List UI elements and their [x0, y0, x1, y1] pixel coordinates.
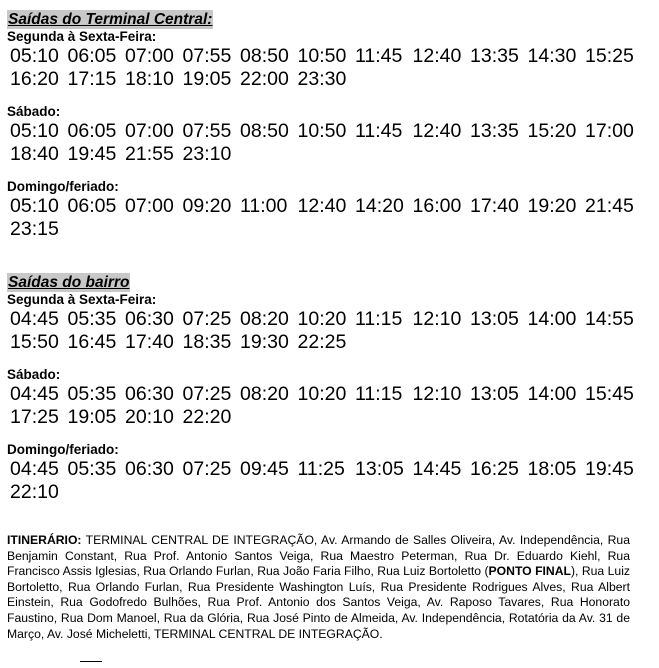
bairro-saturday-times — [10, 383, 646, 428]
departure-time: 08:50 — [240, 45, 289, 67]
departure-time: 08:50 — [240, 120, 289, 142]
departure-time: 20:10 — [125, 405, 174, 428]
departure-time: 17:40 — [125, 330, 174, 353]
departure-time: 05:10 — [10, 45, 59, 67]
bairro-saturday-group — [7, 367, 647, 428]
departure-time: 11:15 — [355, 383, 403, 405]
departure-time: 11:45 — [355, 120, 403, 142]
terminal-sunday-times — [10, 195, 646, 240]
bairro-sunday-label: Domingo/feriado: — [7, 442, 119, 457]
terminal-section-title: Saídas do Terminal Central: — [8, 11, 213, 28]
departure-time: 23:10 — [182, 142, 232, 165]
departure-time: 18:40 — [10, 142, 59, 165]
departure-time: 21:55 — [125, 142, 174, 165]
terminal-sunday-label: Domingo/feriado: — [7, 179, 119, 194]
departure-time: 07:25 — [182, 383, 232, 405]
departure-time: 05:35 — [67, 458, 117, 480]
departure-time: 16:25 — [470, 458, 519, 480]
departure-time: 17:00 — [585, 120, 634, 142]
departure-time: 09:45 — [240, 458, 289, 480]
itinerary-label: ITINERÁRIO: — [7, 533, 82, 547]
departure-time: 15:25 — [585, 45, 634, 67]
departure-time: 13:35 — [470, 45, 519, 67]
departure-time: 13:05 — [470, 308, 519, 330]
departure-time: 18:05 — [527, 458, 577, 480]
departure-time: 05:35 — [67, 308, 117, 330]
departure-time: 05:35 — [67, 383, 117, 405]
departure-time: 10:50 — [297, 45, 347, 67]
departure-time: 22:20 — [182, 405, 232, 428]
bairro-weekday-group — [7, 292, 647, 353]
departure-time: 05:10 — [10, 120, 59, 142]
departure-time: 23:15 — [10, 217, 59, 240]
departure-time: 10:20 — [297, 308, 347, 330]
departure-time: 12:10 — [412, 308, 462, 330]
departure-time: 19:05 — [67, 405, 117, 428]
departure-time: 06:05 — [67, 120, 117, 142]
departure-time: 05:10 — [10, 195, 59, 217]
itinerary-route-part1: TERMINAL CENTRAL DE INTEGRAÇÃO, Av. Armando de Salles Oliveira, Av. Independência, Rua Benjamin Constant, Rua Prof. Antonio Santos Veiga, Rua Maestro Peterman, Rua Dr. Eduardo Kiehl, Rua Francisco Assis Iglesias, Rua Orlando Furlan, Rua João Faria Filho, Rua Luiz Bortoletto ( — [7, 533, 630, 579]
terminal-sunday-group — [7, 179, 647, 240]
departure-time: 17:40 — [470, 195, 519, 217]
departure-time: 14:30 — [527, 45, 577, 67]
departure-time: 16:45 — [67, 330, 117, 353]
departure-time: 07:00 — [125, 120, 174, 142]
departure-time: 22:25 — [297, 330, 347, 353]
departure-time: 07:25 — [182, 308, 232, 330]
departure-time: 06:05 — [67, 45, 117, 67]
bairro-section-title: Saídas do bairro — [8, 274, 130, 291]
departure-time: 18:10 — [125, 67, 174, 90]
departure-time: 06:30 — [125, 458, 174, 480]
departure-time: 22:00 — [240, 67, 289, 90]
departure-time: 17:25 — [10, 405, 59, 428]
terminal-weekday-group — [7, 29, 647, 90]
terminal-weekday-times — [10, 45, 646, 90]
terminal-saturday-times — [10, 120, 646, 165]
departure-time: 10:20 — [297, 383, 347, 405]
departure-time: 11:25 — [297, 458, 345, 480]
departure-time: 18:35 — [182, 330, 232, 353]
departure-time: 07:25 — [182, 458, 232, 480]
departure-time: 11:00 — [240, 195, 288, 217]
departure-time: 21:45 — [585, 195, 634, 217]
departure-time: 07:00 — [125, 45, 174, 67]
terminal-weekday-label: Segunda à Sexta-Feira: — [7, 29, 157, 44]
bairro-departures-section — [7, 273, 647, 503]
bairro-weekday-label: Segunda à Sexta-Feira: — [7, 292, 157, 307]
departure-time: 19:20 — [527, 195, 577, 217]
itinerary-route-part2: ), Rua Luiz Bortoletto, Rua Orlando Furlan, Rua Presidente Washington Luís, Rua Presidente Rodrigues Alves, Rua Albert Einstein, Rua Godofredo Bulhões, Rua Prof. Antonio dos Santos Veiga, Av. Raposo Tavares, Rua Honorato Faustino, Rua Dom Manoel, Rua da Glória, Rua José Pinto de Almeida, Av. Independência, Rotatória da Av. 31 de Março, Av. José Micheletti, TERMINAL CENTRAL DE INTEGRAÇÃO. — [7, 564, 630, 641]
departure-time: 06:30 — [125, 308, 174, 330]
departure-time: 10:50 — [297, 120, 347, 142]
departure-time: 23:30 — [297, 67, 347, 90]
departure-time: 07:55 — [182, 45, 232, 67]
departure-time: 11:15 — [355, 308, 403, 330]
departure-time: 19:30 — [240, 330, 289, 353]
bairro-sunday-times — [10, 458, 646, 503]
departure-time: 19:45 — [585, 458, 634, 480]
departure-time: 19:45 — [67, 142, 117, 165]
departure-time: 14:20 — [355, 195, 404, 217]
departure-time: 12:40 — [412, 120, 462, 142]
departure-time: 07:00 — [125, 195, 174, 217]
departure-time: 19:05 — [182, 67, 232, 90]
bairro-saturday-label: Sábado: — [7, 367, 61, 382]
departure-time: 08:20 — [240, 383, 289, 405]
departure-time: 15:20 — [527, 120, 577, 142]
departure-time: 04:45 — [10, 383, 59, 405]
departure-time: 12:40 — [297, 195, 347, 217]
terminal-saturday-group — [7, 104, 647, 165]
departure-time: 22:10 — [10, 480, 59, 503]
terminal-departures-section — [7, 10, 647, 240]
bairro-sunday-group — [7, 442, 647, 503]
departure-time: 14:45 — [412, 458, 462, 480]
departure-time: 12:10 — [412, 383, 462, 405]
itinerary-paragraph — [7, 533, 630, 642]
departure-time: 16:20 — [10, 67, 59, 90]
departure-time: 06:30 — [125, 383, 174, 405]
departure-time: 04:45 — [10, 458, 59, 480]
departure-time: 08:20 — [240, 308, 289, 330]
departure-time: 11:45 — [355, 45, 403, 67]
itinerary-final-point: PONTO FINAL — [488, 564, 571, 579]
departure-time: 13:05 — [355, 458, 404, 480]
departure-time: 07:55 — [182, 120, 232, 142]
terminal-saturday-label: Sábado: — [7, 104, 61, 119]
departure-time: 09:20 — [182, 195, 232, 217]
departure-time: 15:45 — [585, 383, 634, 405]
departure-time: 13:05 — [470, 383, 519, 405]
departure-time: 04:45 — [10, 308, 59, 330]
departure-time: 14:00 — [527, 308, 577, 330]
departure-time: 13:35 — [470, 120, 519, 142]
departure-time: 06:05 — [67, 195, 117, 217]
departure-time: 12:40 — [412, 45, 462, 67]
bairro-weekday-times — [10, 308, 646, 353]
departure-time: 17:15 — [67, 67, 117, 90]
departure-time: 15:50 — [10, 330, 59, 353]
departure-time: 16:00 — [412, 195, 462, 217]
departure-time: 14:55 — [585, 308, 634, 330]
departure-time: 14:00 — [527, 383, 577, 405]
